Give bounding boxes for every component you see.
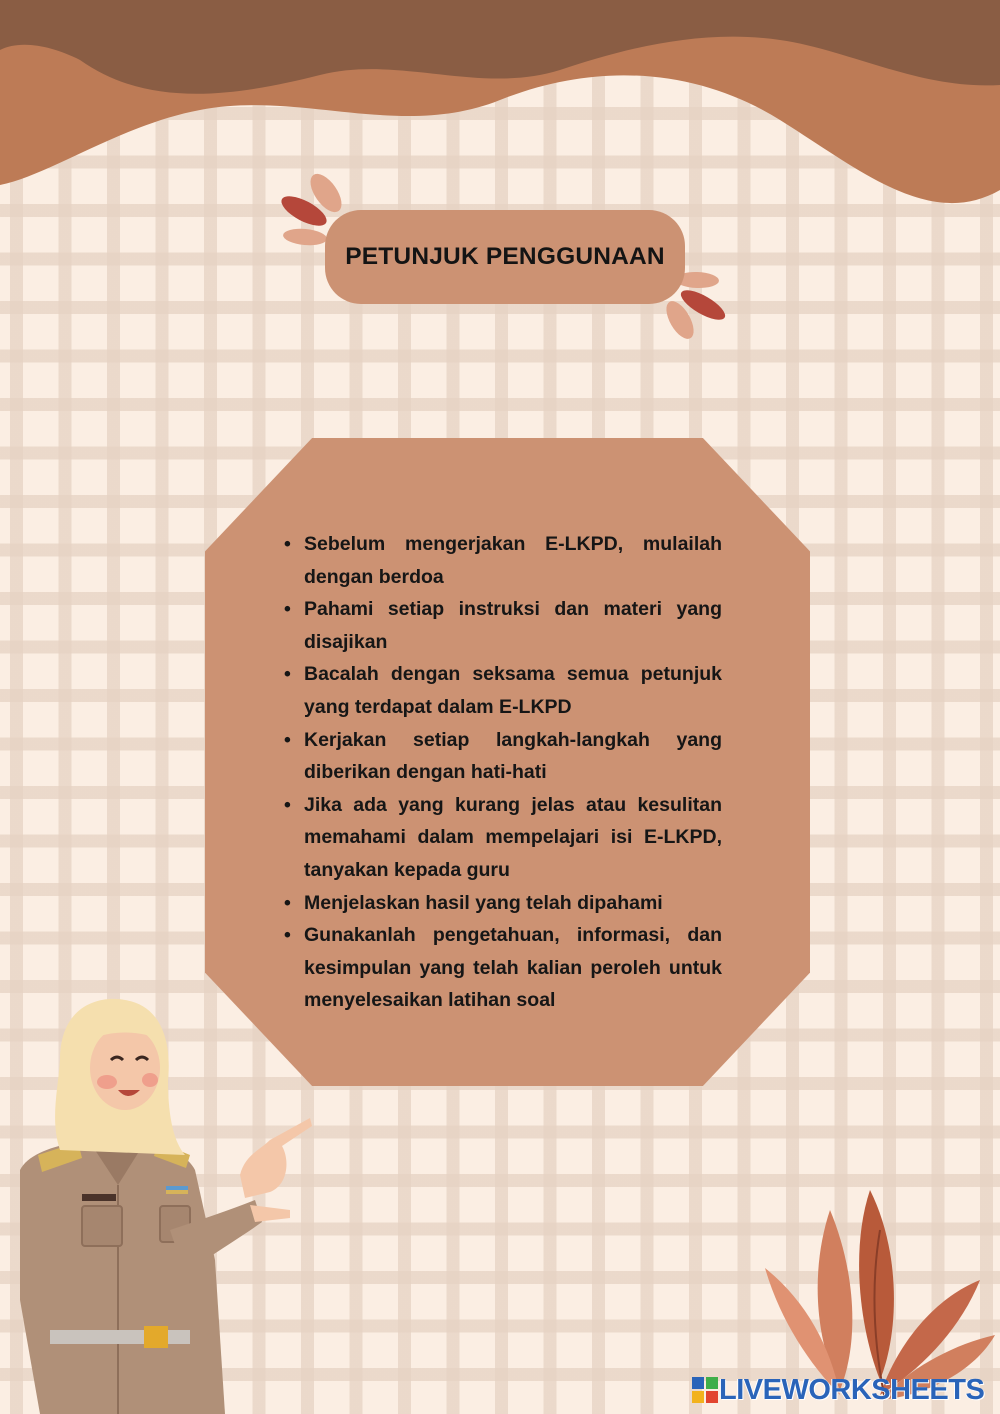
instruction-item: • Bacalah dengan seksama semua petunjuk yang terdapat dalam E-LKPD bbox=[304, 658, 722, 723]
instruction-item: • Pahami setiap instruksi dan materi yang disajikan bbox=[304, 593, 722, 658]
brand-logo bbox=[692, 1372, 984, 1408]
liveworksheets-logo-icon bbox=[692, 1377, 718, 1403]
instruction-item: • Kerjakan setiap langkah-langkah yang diberikan dengan hati-hati bbox=[304, 724, 722, 789]
instruction-item: • Menjelaskan hasil yang telah dipahami bbox=[304, 887, 722, 920]
brand-name: LIVEWORKSHEETS bbox=[719, 1373, 985, 1406]
instruction-item: • Gunakanlah pengetahuan, informasi, dan kesimpulan yang telah kalian peroleh untuk menyelesaikan latihan soal bbox=[304, 919, 722, 1017]
instruction-item: • Jika ada yang kurang jelas atau kesulitan memahami dalam mempelajari isi E-LKPD, tanyakan kepada guru bbox=[304, 789, 722, 887]
page-title: PETUNJUK PENGGUNAAN bbox=[345, 243, 665, 270]
instruction-item: • Sebelum mengerjakan E-LKPD, mulailah dengan berdoa bbox=[304, 528, 722, 593]
